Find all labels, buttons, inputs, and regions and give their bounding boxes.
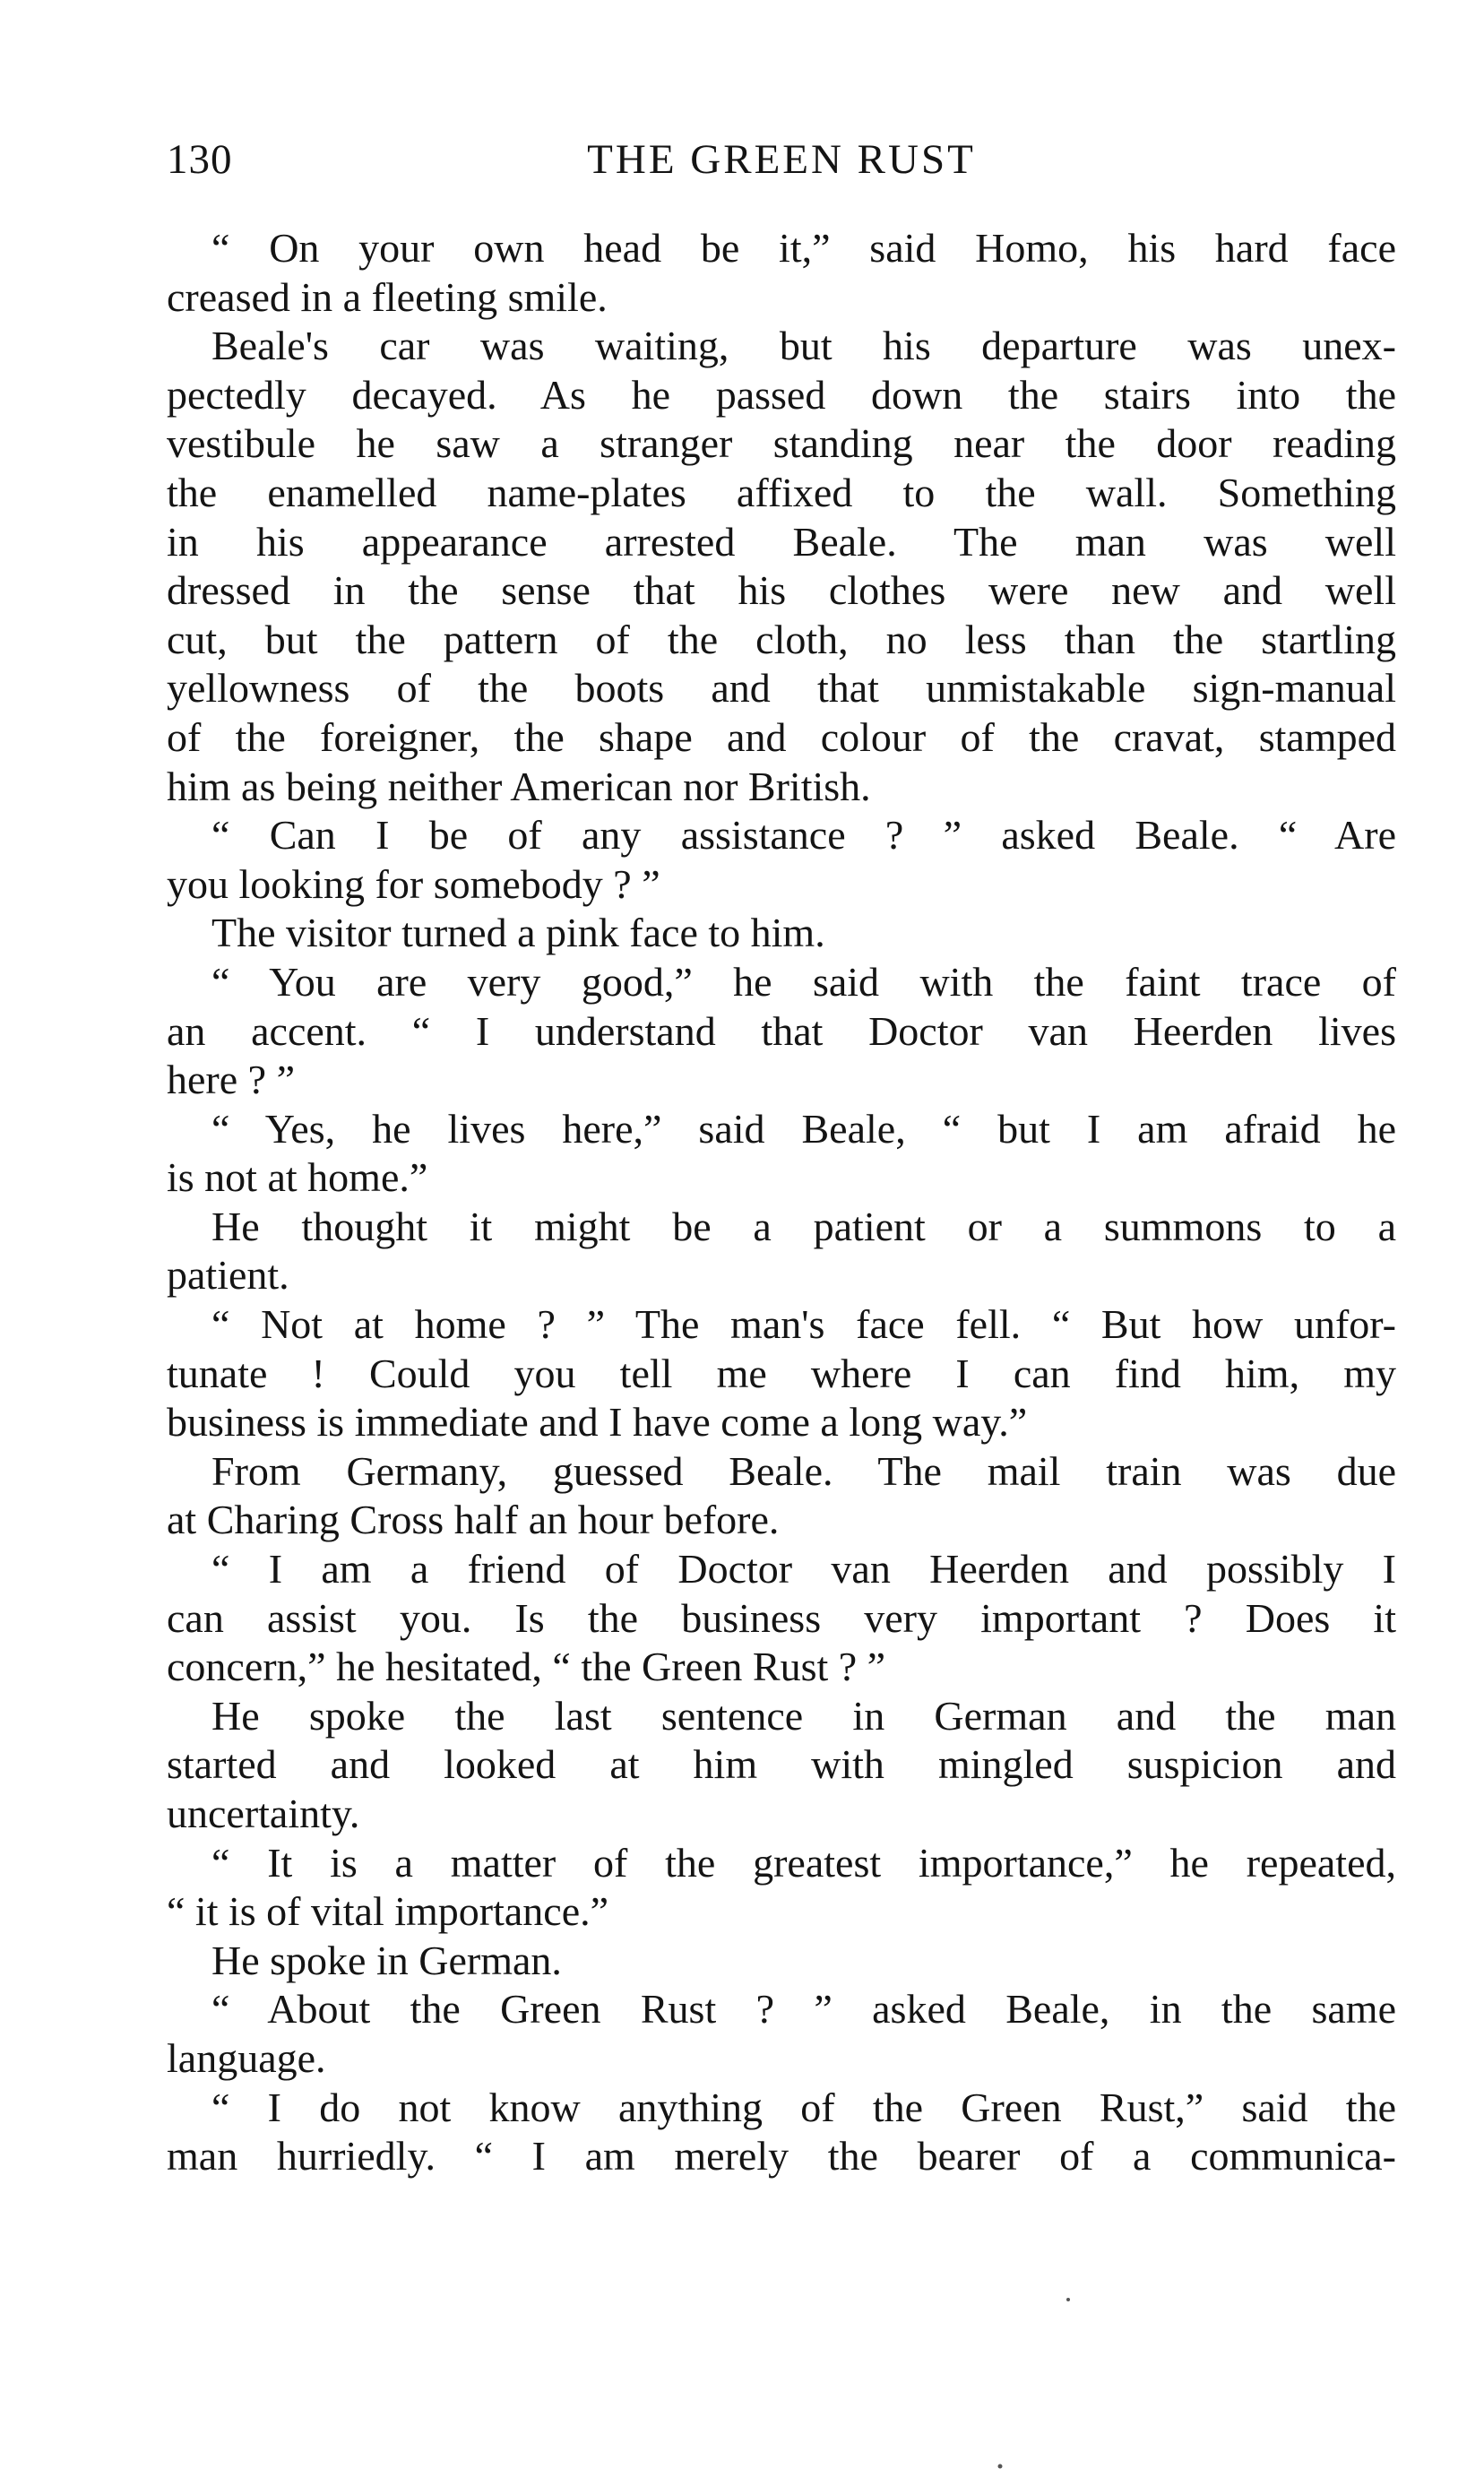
text-line: “ On your own head be it,” said Homo, his hard face xyxy=(211,225,1396,271)
text-line: is not at home.” xyxy=(167,1154,428,1201)
text-line: “ I do not know anything of the Green Rust,” said the xyxy=(211,2084,1396,2130)
text-line: vestibule he saw a stranger standing near the door reading xyxy=(167,420,1396,467)
text-line: pectedly decayed. As he passed down the stairs into the xyxy=(167,371,1396,418)
text-line: “ I am a friend of Doctor van Heerden and possibly I xyxy=(211,1546,1396,1593)
text-line: here ? ” xyxy=(167,1057,295,1103)
text-line: concern,” he hesitated, “ the Green Rust ? ” xyxy=(167,1644,886,1690)
text-line: “ You are very good,” he said with the faint trace of xyxy=(211,958,1396,1005)
running-title: THE GREEN RUST xyxy=(587,136,976,183)
text-line: business is immediate and I have come a long way.” xyxy=(167,1399,1028,1446)
text-line: yellowness of the boots and that unmistakable sign-manual xyxy=(167,665,1396,712)
text-line: man hurriedly. “ I am merely the bearer of a communica- xyxy=(167,2133,1396,2180)
text-line: at Charing Cross half an hour before. xyxy=(167,1497,780,1543)
text-line: “ About the Green Rust ? ” asked Beale, in the same xyxy=(211,1986,1396,2033)
text-line: “ Not at home ? ” The man's face fell. “ But how unfor- xyxy=(211,1301,1396,1348)
text-line: He spoke the last sentence in German and the man xyxy=(211,1692,1396,1739)
text-line: dressed in the sense that his clothes were new and well xyxy=(167,567,1396,614)
text-line: “ Yes, he lives here,” said Beale, “ but I am afraid he xyxy=(211,1105,1396,1152)
text-line: cut, but the pattern of the cloth, no less than the startling xyxy=(167,616,1396,662)
text-line: From Germany, guessed Beale. The mail train was due xyxy=(211,1447,1396,1494)
text-line: “ Can I be of any assistance ? ” asked Beale. “ Are xyxy=(211,812,1396,859)
text-line: language. xyxy=(167,2034,326,2081)
text-line: The visitor turned a pink face to him. xyxy=(211,910,825,956)
text-line: He thought it might be a patient or a summons to a xyxy=(211,1203,1396,1249)
text-line: an accent. “ I understand that Doctor van Heerden lives xyxy=(167,1007,1396,1054)
text-line: you looking for somebody ? ” xyxy=(167,860,660,907)
text-line: in his appearance arrested Beale. The man was well xyxy=(167,518,1396,565)
text-line: tunate ! Could you tell me where I can find him, my xyxy=(167,1350,1396,1396)
text-line: patient. xyxy=(167,1252,289,1299)
text-line: the enamelled name-plates affixed to the wall. Something xyxy=(167,469,1396,515)
text-line: can assist you. Is the business very important ? Does it xyxy=(167,1594,1396,1641)
text-line: uncertainty. xyxy=(167,1791,360,1836)
text-line: “ It is a matter of the greatest importance,” he repeated, xyxy=(211,1839,1396,1886)
text-line: him as being neither American nor British. xyxy=(167,763,871,809)
scan-speck xyxy=(1066,2298,1070,2301)
text-line: Beale's car was waiting, but his departure was unex- xyxy=(211,323,1396,369)
text-line: He spoke in German. xyxy=(211,1937,562,1983)
page-number: 130 xyxy=(167,136,233,183)
text-line: started and looked at him with mingled suspicion and xyxy=(167,1741,1396,1788)
body-text xyxy=(167,224,1396,2181)
text-line: of the foreigner, the shape and colour of the cravat, stamped xyxy=(167,713,1396,760)
page-header xyxy=(167,133,1396,186)
text-line: “ it is of vital importance.” xyxy=(167,1888,609,1935)
text-line: creased in a fleeting smile. xyxy=(167,273,608,320)
scan-speck xyxy=(998,2464,1003,2469)
